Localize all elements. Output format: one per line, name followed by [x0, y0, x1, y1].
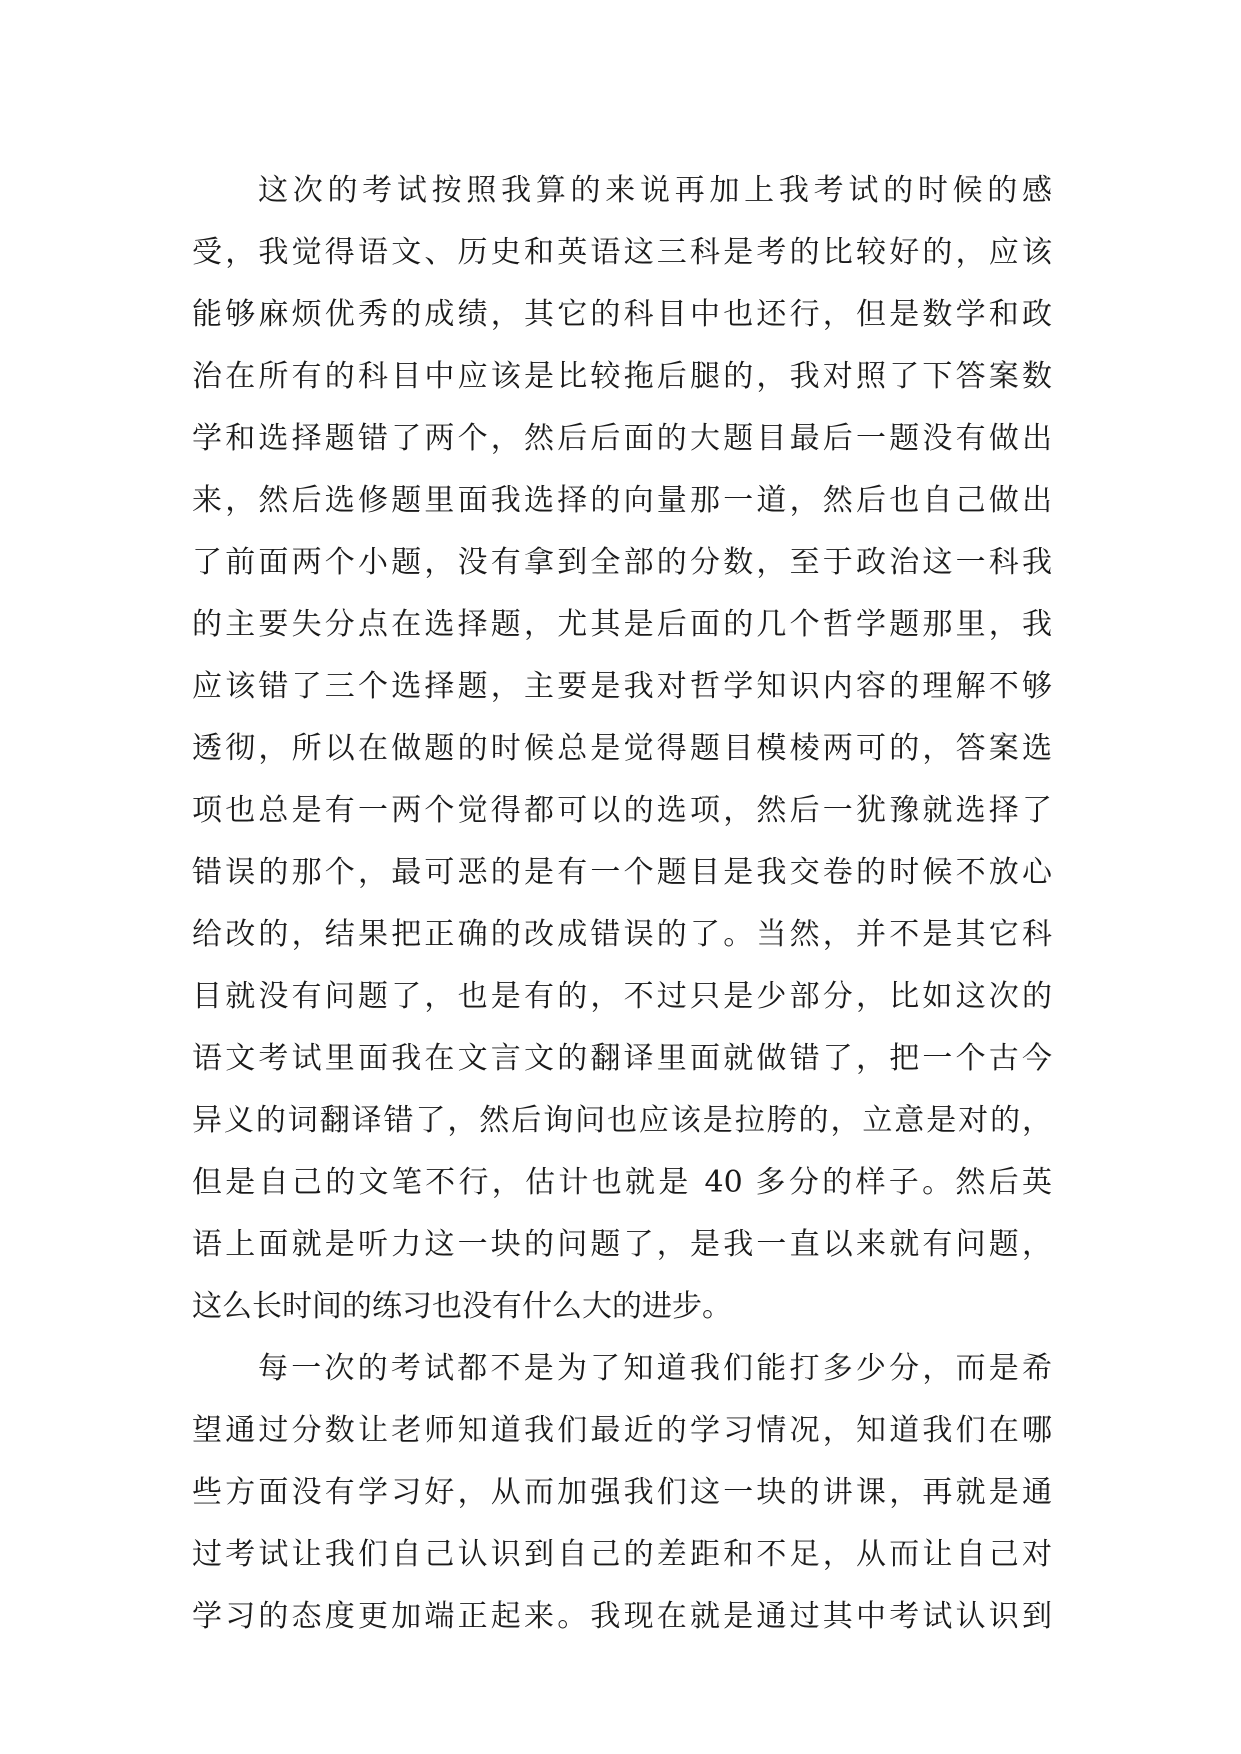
paragraph-line: 错误的那个，最可恶的是有一个题目是我交卷的时候不放心 — [192, 855, 1052, 890]
paragraph-line: 了前面两个小题，没有拿到全部的分数，至于政治这一科我 — [192, 545, 1052, 580]
paragraph-line: 治在所有的科目中应该是比较拖后腿的，我对照了下答案数 — [192, 359, 1052, 394]
paragraph-line: 这么长时间的练习也没有什么大的进步。 — [192, 1289, 732, 1324]
paragraph-line: 学习的态度更加端正起来。我现在就是通过其中考试认识到 — [192, 1599, 1052, 1634]
paragraph-line: 语上面就是听力这一块的问题了，是我一直以来就有问题， — [192, 1227, 1052, 1262]
paragraph-line: 的主要失分点在选择题，尤其是后面的几个哲学题那里，我 — [192, 607, 1052, 642]
paragraph-line: 异义的词翻译错了，然后询问也应该是拉胯的，立意是对的， — [192, 1103, 1052, 1138]
paragraph-2 — [192, 1338, 1052, 1648]
paragraph-line: 项也总是有一两个觉得都可以的选项，然后一犹豫就选择了 — [192, 793, 1052, 828]
paragraph-1 — [192, 160, 1052, 1338]
paragraph-line: 受，我觉得语文、历史和英语这三科是考的比较好的，应该 — [192, 235, 1052, 270]
paragraph-line: 学和选择题错了两个，然后后面的大题目最后一题没有做出 — [192, 421, 1052, 456]
paragraph-line: 给改的，结果把正确的改成错误的了。当然，并不是其它科 — [192, 917, 1052, 952]
paragraph-line: 些方面没有学习好，从而加强我们这一块的讲课，再就是通 — [192, 1475, 1052, 1510]
body-text — [192, 160, 1052, 1648]
paragraph-line: 语文考试里面我在文言文的翻译里面就做错了，把一个古今 — [192, 1041, 1052, 1076]
paragraph-line: 这次的考试按照我算的来说再加上我考试的时候的感 — [258, 173, 1052, 208]
paragraph-line: 能够麻烦优秀的成绩，其它的科目中也还行，但是数学和政 — [192, 297, 1052, 332]
paragraph-line: 透彻，所以在做题的时候总是觉得题目模棱两可的，答案选 — [192, 731, 1052, 766]
paragraph-line: 每一次的考试都不是为了知道我们能打多少分，而是希 — [258, 1351, 1052, 1386]
paragraph-line: 过考试让我们自己认识到自己的差距和不足，从而让自己对 — [192, 1537, 1052, 1572]
paragraph-line: 目就没有问题了，也是有的，不过只是少部分，比如这次的 — [192, 979, 1052, 1014]
paragraph-line: 望通过分数让老师知道我们最近的学习情况，知道我们在哪 — [192, 1413, 1052, 1448]
paragraph-line: 应该错了三个选择题，主要是我对哲学知识内容的理解不够 — [192, 669, 1052, 704]
paragraph-line: 来，然后选修题里面我选择的向量那一道，然后也自己做出 — [192, 483, 1052, 518]
paragraph-line: 但是自己的文笔不行，估计也就是 40 多分的样子。然后英 — [192, 1165, 1052, 1200]
